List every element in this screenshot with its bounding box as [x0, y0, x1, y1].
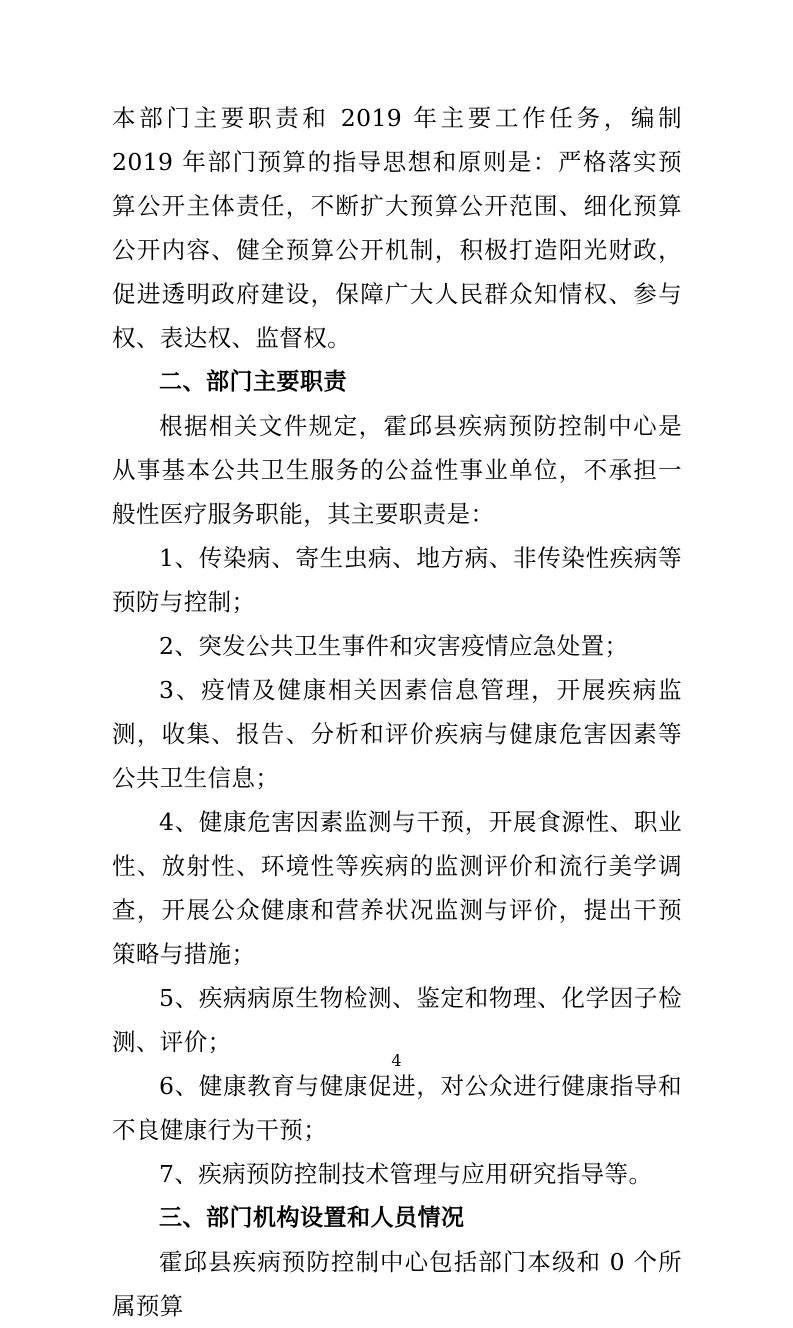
- paragraph-duty-5: 5、疾病病原生物检测、鉴定和物理、化学因子检测、评价；: [112, 984, 682, 1056]
- paragraph-duty-3: 3、疫情及健康相关因素信息管理，开展疾病监测，收集、报告、分析和评价疾病与健康危害因素等公共卫生信息；: [112, 676, 682, 792]
- section-heading-three: 三、部门机构设置和人员情况: [159, 1205, 465, 1231]
- paragraph-org-intro: 霍邱县疾病预防控制中心包括部门本级和 0 个所属预算: [112, 1248, 682, 1320]
- paragraph-duty-2: 2、突发公共卫生事件和灾害疫情应急处置；: [159, 632, 629, 660]
- paragraph-duty-1: 1、传染病、寄生虫病、地方病、非传染性疾病等预防与控制；: [112, 544, 682, 616]
- paragraph-duties-intro: 根据相关文件规定，霍邱县疾病预防控制中心是从事基本公共卫生服务的公益性事业单位，不承担一般性医疗服务职能，其主要职责是：: [112, 412, 682, 528]
- section-heading-two: 二、部门主要职责: [159, 369, 347, 395]
- paragraph-intro: 本部门主要职责和 2019 年主要工作任务，编制 2019 年部门预算的指导思想和原则是：严格落实预算公开主体责任，不断扩大预算公开范围、细化预算公开内容、健全预算公开机制，积极打造阳光财政，促进透明政府建设，保障广大人民群众知情权、参与权、表达权、监督权。: [112, 104, 690, 352]
- paragraph-duty-7: 7、疾病预防控制技术管理与应用研究指导等。: [159, 1160, 653, 1188]
- document-body: [112, 96, 690, 1328]
- paragraph-duty-4: 4、健康危害因素监测与干预，开展食源性、职业性、放射性、环境性等疾病的监测评价和流行美学调查，开展公众健康和营养状况监测与评价，提出干预策略与措施；: [112, 808, 682, 968]
- page-number: 4: [391, 1051, 402, 1070]
- paragraph-duty-6: 6、健康教育与健康促进，对公众进行健康指导和不良健康行为干预；: [112, 1072, 682, 1144]
